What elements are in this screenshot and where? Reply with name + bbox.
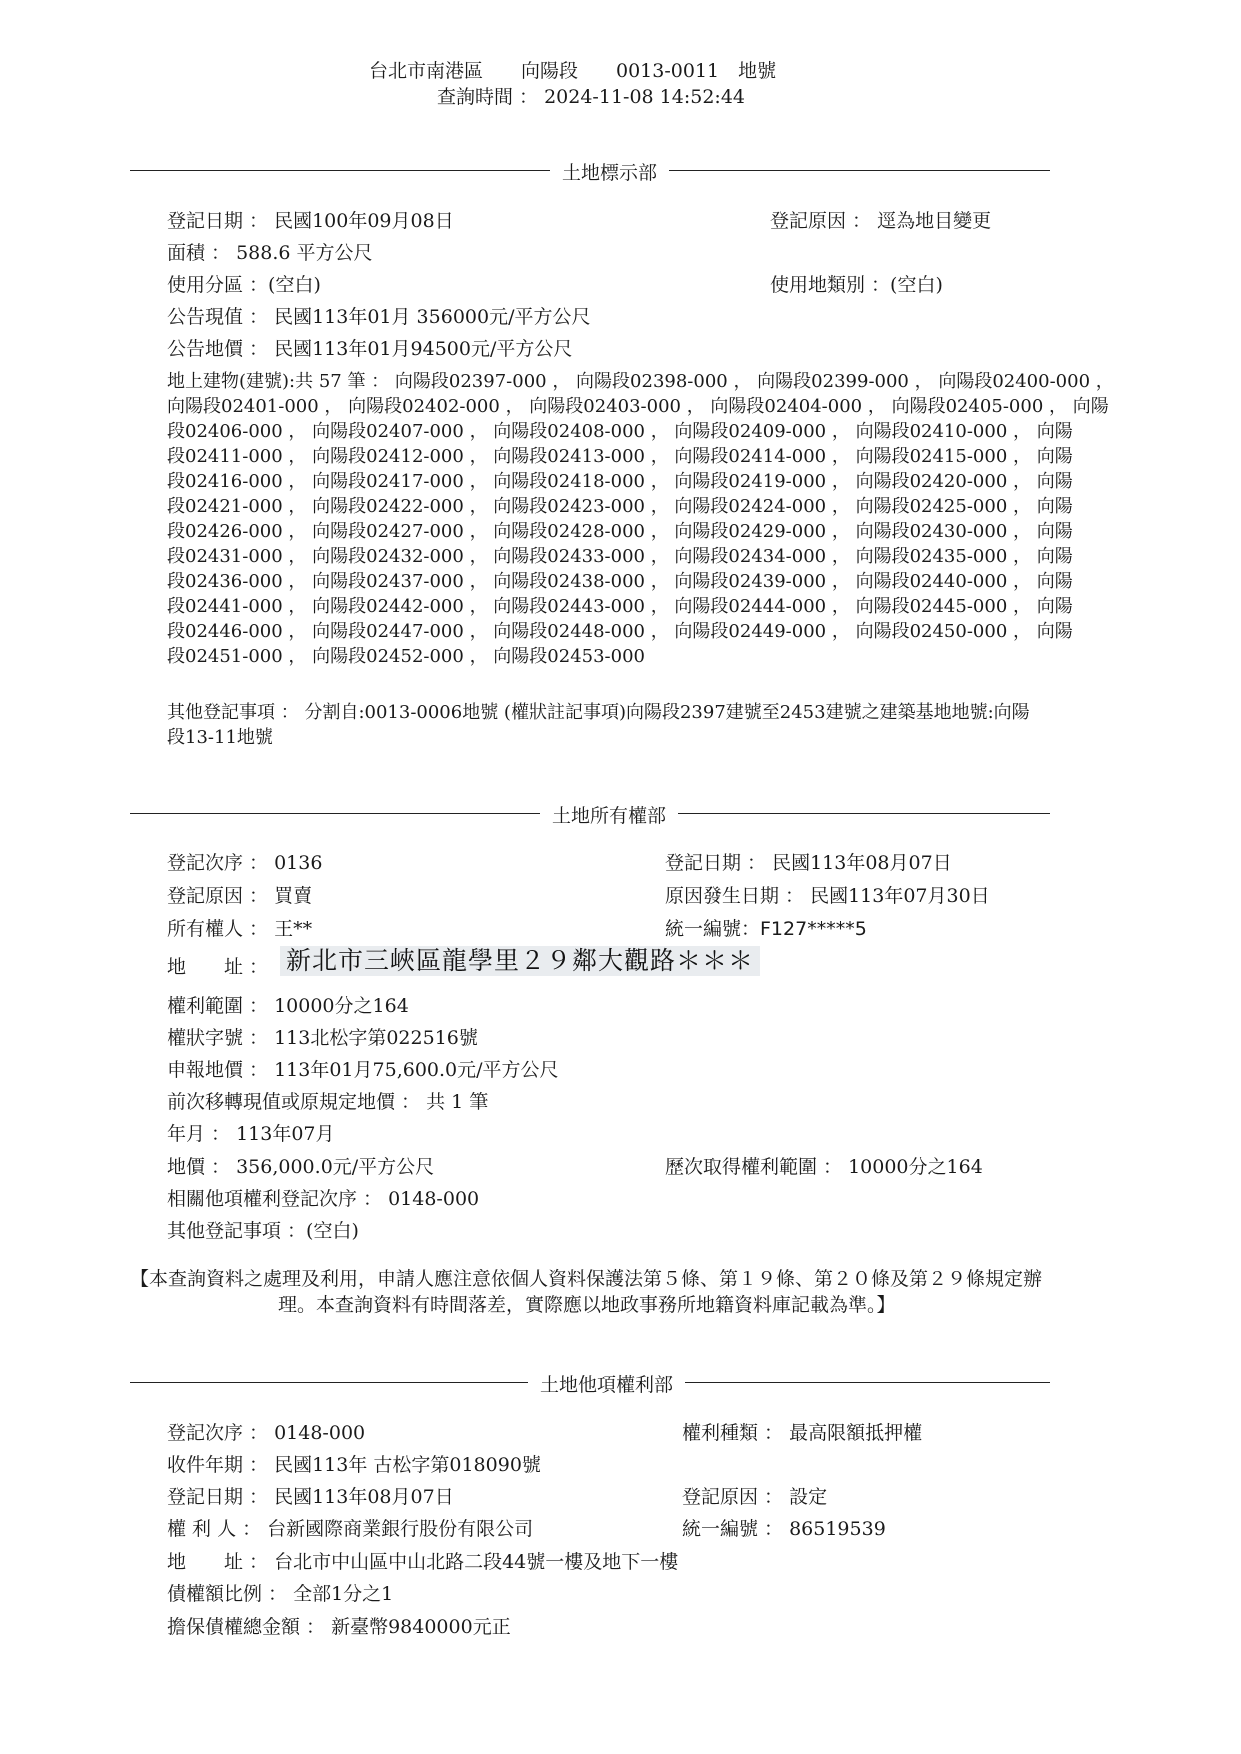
announced-current-value: 公告現值 ： 民國113年01月 356000元/平方公尺 — [167, 306, 591, 328]
rights-type: 權利種類 ： 最高限額抵押權 — [682, 1422, 923, 1444]
owner-address-value: 新北市三峽區龍學里２９鄰大觀路＊＊＊ — [280, 946, 760, 976]
building-list-line: 段02421-000 ， 向陽段02422-000 ， 向陽段02423-000 ， 向陽段02424-000 ， 向陽段02425-000 ， 向陽 — [167, 496, 1073, 517]
rights-reg-date: 登記日期 ： 民國113年08月07日 — [167, 1486, 454, 1508]
building-list-line: 段02451-000 ， 向陽段02452-000 ， 向陽段02453-000 — [167, 646, 645, 667]
rights-holder-uid: 統一編號 ： 86519539 — [682, 1518, 886, 1540]
cause-date: 原因發生日期 ： 民國113年07月30日 — [665, 885, 990, 907]
building-list-line: 段02426-000 ， 向陽段02427-000 ， 向陽段02428-000 ， 向陽段02429-000 ， 向陽段02430-000 ， 向陽 — [167, 521, 1073, 542]
section-title-ownership: 土地所有權部 — [540, 801, 678, 828]
building-list-line: 段02406-000 ， 向陽段02407-000 ， 向陽段02408-000 ， 向陽段02409-000 ， 向陽段02410-000 ， 向陽 — [167, 421, 1073, 442]
owner-address-label: 地 址 ： — [167, 956, 269, 978]
other-registration-line: 段13-11地號 — [167, 727, 273, 748]
building-list-line: 段02411-000 ， 向陽段02412-000 ， 向陽段02413-000 ， 向陽段02414-000 ， 向陽段02415-000 ， 向陽 — [167, 446, 1073, 467]
building-list-line: 向陽段02401-000 ， 向陽段02402-000 ， 向陽段02403-000 ， 向陽段02404-000 ， 向陽段02405-000 ， 向陽 — [167, 396, 1109, 417]
secured-total-amount: 擔保債權總金額 ： 新臺幣9840000元正 — [167, 1616, 511, 1638]
building-list-line: 段02436-000 ， 向陽段02437-000 ， 向陽段02438-000 ， 向陽段02439-000 ， 向陽段02440-000 ， 向陽 — [167, 571, 1073, 592]
zoning: 使用分區 ：(空白) — [167, 274, 321, 296]
land-use-category: 使用地類別 ：(空白) — [770, 274, 943, 296]
receipt-year-number: 收件年期 ： 民國113年 古松字第018090號 — [167, 1454, 541, 1476]
ownership-reg-seq: 登記次序 ： 0136 — [167, 852, 323, 874]
building-list-line: 段02431-000 ， 向陽段02432-000 ， 向陽段02433-000 ， 向陽段02434-000 ， 向陽段02435-000 ， 向陽 — [167, 546, 1073, 567]
rights-reg-reason: 登記原因 ： 設定 — [682, 1486, 828, 1508]
rights-scope: 權利範圍 ： 10000分之164 — [167, 995, 409, 1017]
area: 面積 ： 588.6 平方公尺 — [167, 242, 373, 264]
building-list-line: 段02441-000 ， 向陽段02442-000 ， 向陽段02443-000 ， 向陽段02444-000 ， 向陽段02445-000 ， 向陽 — [167, 596, 1073, 617]
claim-ratio: 債權額比例 ： 全部1分之1 — [167, 1583, 394, 1605]
related-rights-seq: 相關他項權利登記次序 ： 0148-000 — [167, 1188, 480, 1210]
year-month: 年月 ： 113年07月 — [167, 1123, 335, 1145]
building-list — [167, 369, 1114, 669]
announced-land-price: 公告地價 ： 民國113年01月94500元/平方公尺 — [167, 338, 573, 360]
section-title-other-rights: 土地他項權利部 — [528, 1370, 685, 1397]
privacy-notice-line2: 理。本查詢資料有時間落差，實際應以地政事務所地籍資料庫記載為準。】 — [278, 1294, 896, 1316]
other-registration-items — [167, 700, 1030, 750]
land-price: 地價 ： 356,000.0元/平方公尺 — [167, 1156, 435, 1178]
ownership-other-items: 其他登記事項 ：(空白) — [167, 1220, 359, 1242]
reg-date: 登記日期 ： 民國100年09月08日 — [167, 210, 454, 232]
building-list-line: 地上建物(建號):共 57 筆 ： 向陽段02397-000 ， 向陽段02398-000 ， 向陽段02399-000 ， 向陽段02400-000 ， — [167, 371, 1114, 392]
header-parcel-line: 台北市南港區 向陽段 0013-0011 地號 — [369, 60, 777, 82]
rights-reg-seq: 登記次序 ： 0148-000 — [167, 1422, 366, 1444]
owner-name: 所有權人 ： 王** — [167, 918, 313, 940]
owner-uid: 統一編號：F127*****5 — [665, 918, 867, 940]
rights-holder-address: 地 址 ： 台北市中山區中山北路二段44號一樓及地下一樓 — [167, 1551, 679, 1573]
certificate-number: 權狀字號 ： 113北松字第022516號 — [167, 1027, 478, 1049]
section-title-land-marking: 土地標示部 — [550, 158, 669, 185]
header-query-time: 查詢時間 ： 2024-11-08 14:52:44 — [437, 86, 745, 108]
ownership-reg-reason: 登記原因 ： 買賣 — [167, 885, 313, 907]
rights-holder: 權 利 人 ： 台新國際商業銀行股份有限公司 — [167, 1518, 534, 1540]
building-list-line: 段02416-000 ， 向陽段02417-000 ， 向陽段02418-000 ， 向陽段02419-000 ， 向陽段02420-000 ， 向陽 — [167, 471, 1073, 492]
building-list-line: 段02446-000 ， 向陽段02447-000 ， 向陽段02448-000 ， 向陽段02449-000 ， 向陽段02450-000 ， 向陽 — [167, 621, 1073, 642]
other-registration-line: 其他登記事項 ： 分割自:0013-0006地號 (權狀註記事項)向陽段2397建號至2453建號之建築基地地號:向陽 — [167, 702, 1030, 723]
historical-rights-scope: 歷次取得權利範圍 ： 10000分之164 — [665, 1156, 983, 1178]
previous-transfer-value: 前次移轉現值或原規定地價 ： 共 1 筆 — [167, 1091, 489, 1113]
privacy-notice-line1: 【本查詢資料之處理及利用，申請人應注意依個人資料保護法第５條、第１９條、第２０條及第２９條規定辦 — [130, 1268, 1043, 1290]
ownership-reg-date: 登記日期 ： 民國113年08月07日 — [665, 852, 952, 874]
reg-reason: 登記原因 ： 逕為地目變更 — [770, 210, 992, 232]
declared-land-price: 申報地價 ： 113年01月75,600.0元/平方公尺 — [167, 1059, 559, 1081]
